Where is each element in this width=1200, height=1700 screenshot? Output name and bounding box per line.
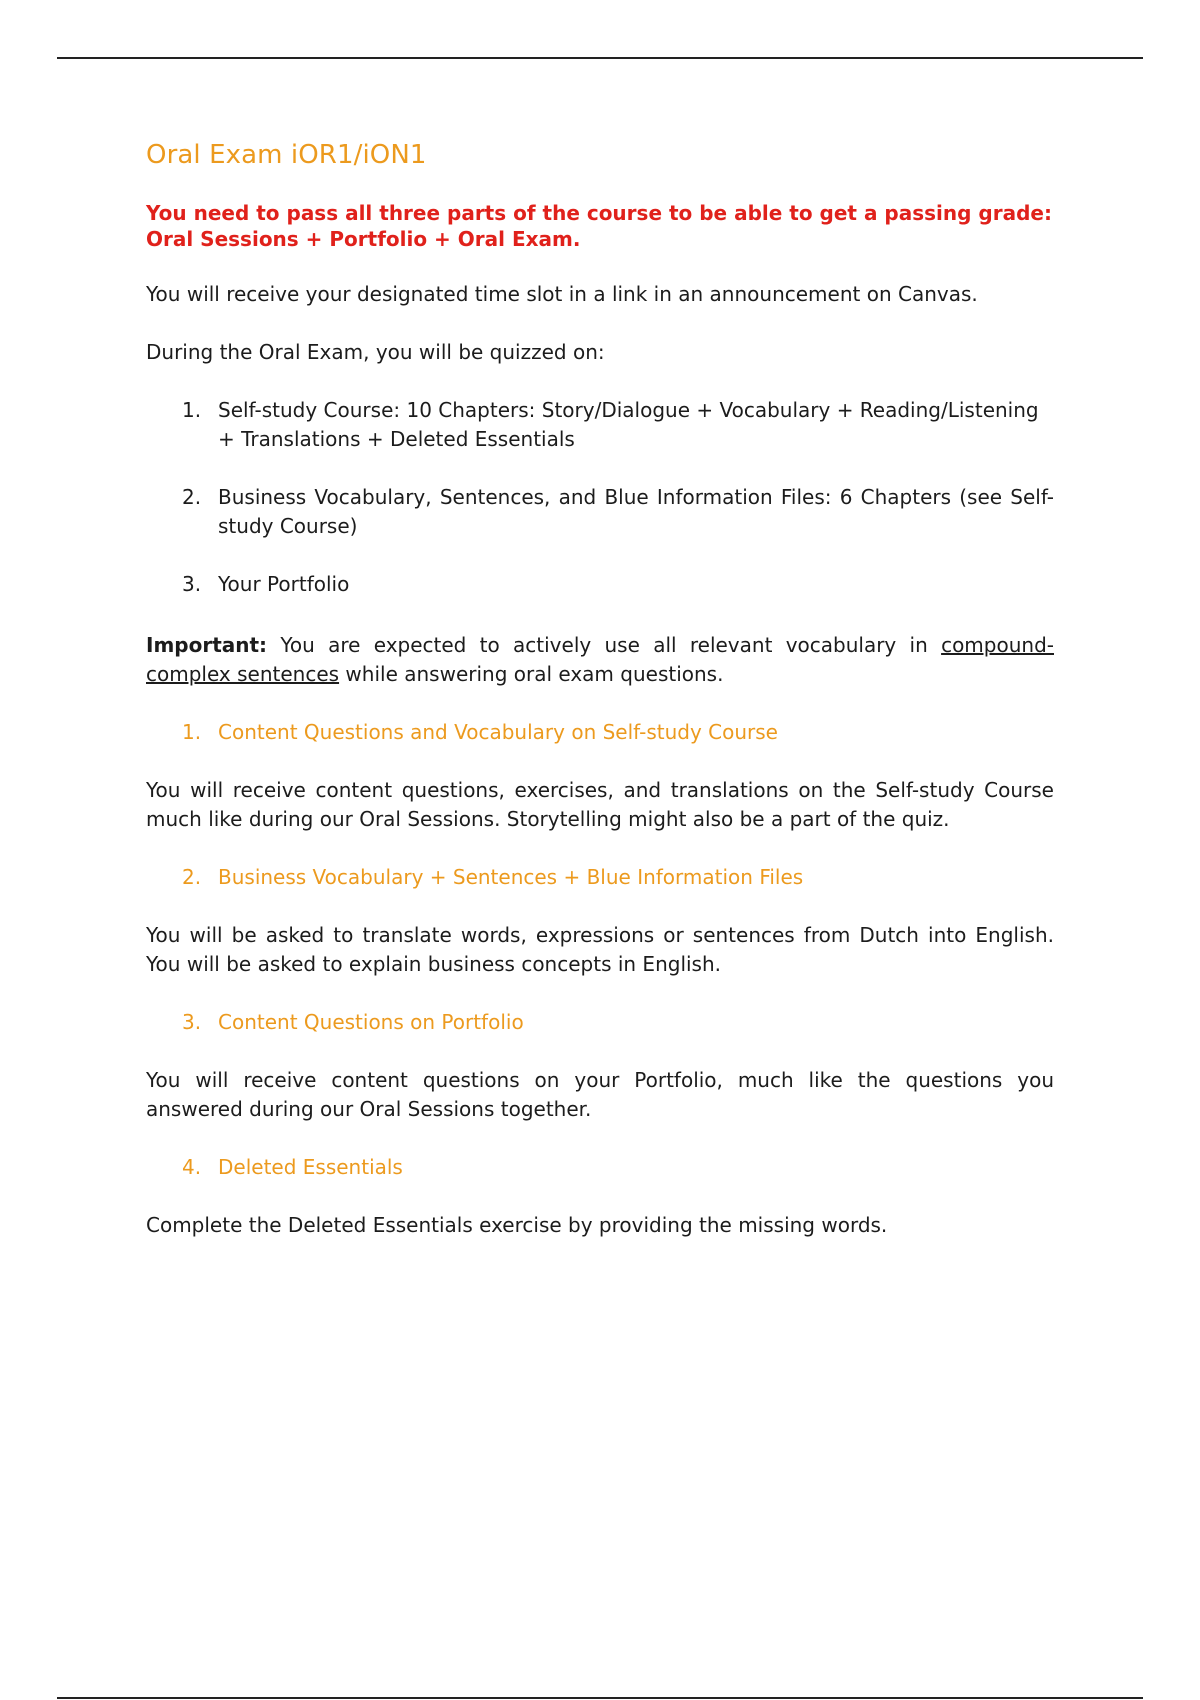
important-underlined: compound-complex sentences [146,633,1054,686]
footer-rule [57,1697,1143,1699]
section-body: You will receive content questions on your Portfolio, much like the questions you answered during our Oral Sessions together. [146,1068,1054,1121]
warning-notice: You need to pass all three parts of the course to be able to get a passing grade: Oral Sessions + Portfolio + Oral Exam. [146,201,1052,251]
section-heading-text: Deleted Essentials [218,1155,403,1179]
list-number: 1. [182,398,202,422]
section-heading [146,1153,1054,1182]
section-heading [146,718,1054,747]
list-number: 2. [182,485,202,509]
section-heading-text: Business Vocabulary + Sentences + Blue Information Files [218,865,804,889]
section-number: 2. [182,865,202,889]
important-text-after: while answering oral exam questions. [339,662,724,686]
important-paragraph [146,631,1054,689]
section-heading [146,1008,1054,1037]
document-page [146,140,1054,1269]
list-item-text: Business Vocabulary, Sentences, and Blue Information Files: 6 Chapters (see Self-study Course) [218,485,1054,538]
intro-paragraph: You will receive your designated time slot in a link in an announcement on Canvas. [146,282,978,306]
section-body: You will receive content questions, exercises, and translations on the Self-study Course much like during our Oral Sessions. Storytelling might also be a part of the quiz. [146,778,1054,831]
list-item [146,570,1054,599]
section-number: 4. [182,1155,202,1179]
section-number: 1. [182,720,202,744]
important-label: Important: [146,633,268,657]
section-heading-text: Content Questions and Vocabulary on Self-study Course [218,720,778,744]
list-number: 3. [182,572,202,596]
quiz-intro-paragraph: During the Oral Exam, you will be quizzed on: [146,340,605,364]
quiz-topics-list [146,396,1054,599]
section-heading [146,863,1054,892]
page-title: Oral Exam iOR1/iON1 [146,140,427,170]
important-text-before: You are expected to actively use all relevant vocabulary in [267,633,942,657]
list-item-text: Self-study Course: 10 Chapters: Story/Dialogue + Vocabulary + Reading/Listening + Translations + Deleted Essentials [218,398,1039,451]
section-number: 3. [182,1010,202,1034]
header-rule [57,57,1143,59]
list-item [146,483,1054,541]
section-body: You will be asked to translate words, expressions or sentences from Dutch into English. You will be asked to explain business concepts in English. [146,923,1054,976]
section-body: Complete the Deleted Essentials exercise by providing the missing words. [146,1213,888,1237]
list-item [146,396,1054,454]
list-item-text: Your Portfolio [218,572,350,596]
section-heading-text: Content Questions on Portfolio [218,1010,524,1034]
